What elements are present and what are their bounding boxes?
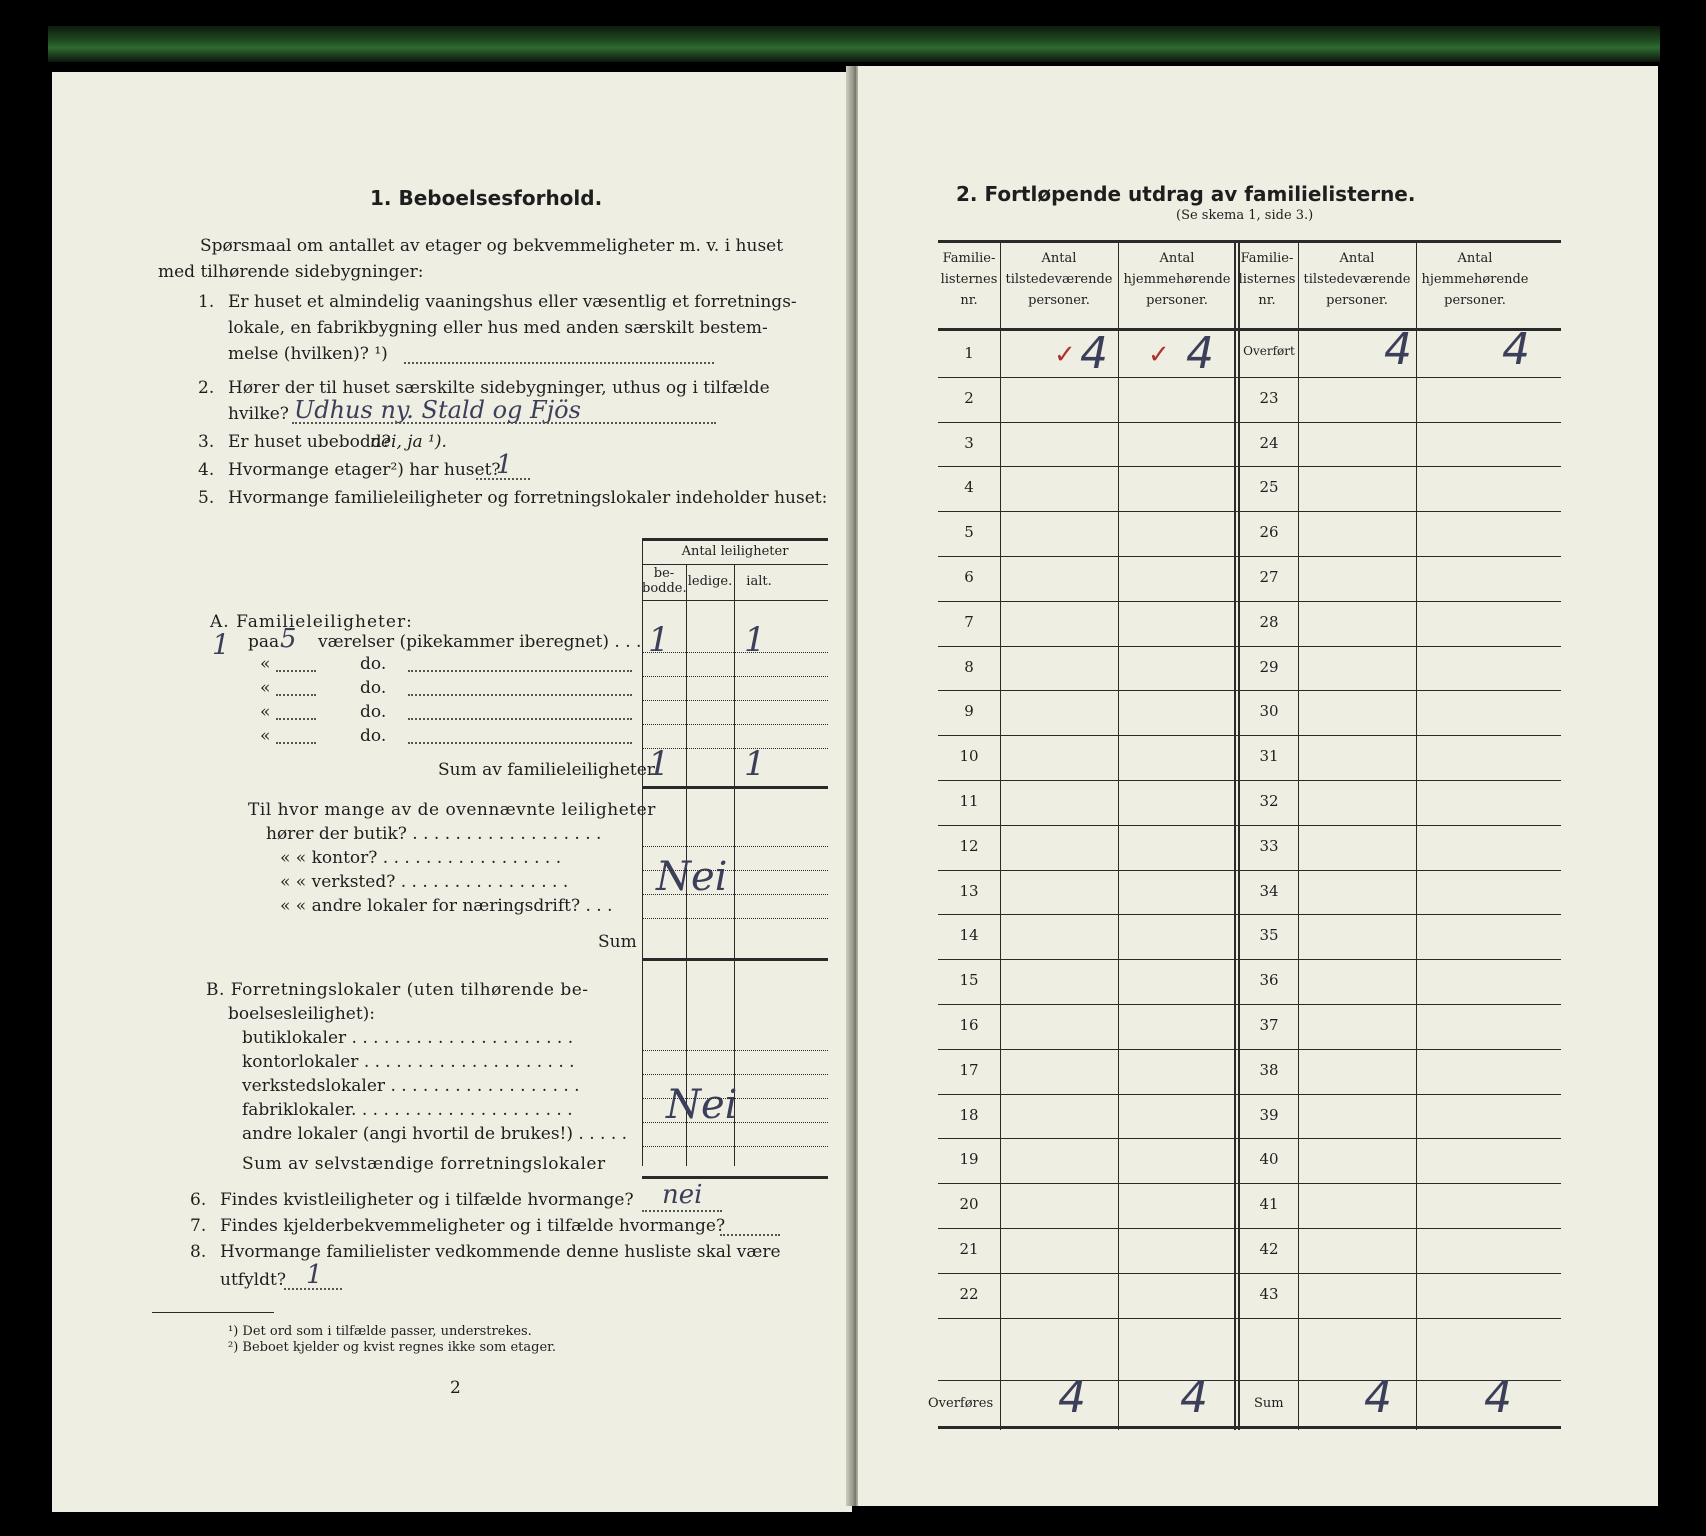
q1-line3: melse (hvilken)? ¹) (228, 344, 388, 364)
table-row-rule (938, 1138, 1561, 1139)
family-list-number-right: 30 (1259, 702, 1279, 721)
table-row-rule (938, 1228, 1561, 1229)
family-list-number-left: 21 (959, 1240, 979, 1258)
table-row-rule (938, 377, 1561, 378)
section-title-beboelsesforhold: 1. Beboelsesforhold. (370, 186, 603, 210)
col-ledige-header: ledige. (687, 574, 733, 589)
q3-options: nei, ja ¹). (370, 432, 447, 452)
sum-label: Sum (1254, 1396, 1284, 1411)
table-row-rule (938, 601, 1561, 602)
sum-fam-ialt-handwritten: 1 (744, 744, 766, 784)
q6-text: Findes kvistleiligheter og i tilfælde hvormange? (220, 1190, 634, 1210)
b-kontorlokaler: kontorlokaler . . . . . . . . . . . . . . . . . . . . (242, 1052, 575, 1072)
shop-sum-label: Sum (598, 932, 637, 952)
ditto-mark-3: « (260, 702, 271, 722)
header-familielisternes-nr-left: Familie- listernes nr. (940, 251, 998, 308)
ditto-mark-2: « (260, 678, 271, 698)
q7-text: Findes kjelderbekvemmeligheter og i tilfælde hvormange? (220, 1216, 726, 1236)
q6-number: 6. (190, 1190, 207, 1210)
family-list-number-left: 6 (964, 568, 974, 586)
family-list-number-left: 19 (959, 1150, 979, 1169)
family-list-number-left: 3 (964, 433, 974, 452)
family-list-number-left: 20 (959, 1195, 979, 1214)
family-list-number-left: 8 (964, 657, 974, 676)
table-vline-3 (734, 564, 735, 1166)
table-vline-3a (1234, 240, 1236, 1430)
family-list-number-right: 33 (1259, 836, 1279, 855)
shop-rule-4 (642, 918, 828, 919)
q2-line1: Hører der til huset særskilte sidebygninger, uthus og i tilfælde (228, 378, 770, 398)
table-colhead-rule (642, 600, 828, 601)
shop-question-butik: hører der butik? . . . . . . . . . . . . . . . . . . (266, 824, 602, 844)
left-page (52, 72, 852, 1512)
intro-text-line2: med tilhørende sidebygninger: (158, 262, 424, 282)
b-sum-rule (642, 1176, 828, 1179)
q4-answer-line (476, 478, 530, 480)
table-row-rule (938, 556, 1561, 557)
q3-text: Er huset ubebodd? (228, 432, 391, 452)
a-row5-rule (642, 748, 828, 749)
family-list-number-right: 39 (1259, 1105, 1279, 1124)
ditto-mark-1: « (260, 654, 271, 674)
sum-familieleiligheter-label: Sum av familieleiligheter (438, 760, 655, 780)
header-familielisternes-nr-right: Familie- listernes nr. (1238, 251, 1296, 308)
table-row-rule (938, 1049, 1561, 1050)
shop-rule-3 (642, 894, 828, 895)
b-rule-5 (642, 1146, 828, 1147)
q1-line1: Er huset et almindelig vaaningshus eller væsentlig et forretnings- (228, 292, 797, 312)
family-list-number-left: 11 (959, 792, 979, 810)
q1-answer-line (404, 362, 714, 364)
family-list-number-right: 24 (1259, 433, 1279, 452)
family-list-number-left: 22 (959, 1284, 979, 1303)
overfores-hjemme-handwritten: 4 (1180, 1372, 1208, 1423)
family-list-number-right: 35 (1259, 926, 1279, 945)
table-row-rule (938, 1273, 1561, 1274)
family-list-number-left: 1 (964, 344, 974, 362)
a-row1-text: værelser (pikekammer iberegnet) . . . (318, 632, 642, 652)
family-list-number-right: 27 (1259, 568, 1279, 586)
shop-question-line1: Til hvor mange av de ovennævnte leiligheter (248, 800, 656, 820)
b-rule-2 (642, 1074, 828, 1075)
overfort-tilstede-handwritten: 4 (1384, 324, 1412, 375)
family-list-number-right: 42 (1259, 1240, 1279, 1258)
ditto-blank-3 (276, 718, 316, 720)
family-list-table (858, 66, 1658, 1506)
q3-number: 3. (198, 432, 215, 452)
b-rule-4 (642, 1122, 828, 1123)
family-list-number-right: 40 (1259, 1150, 1279, 1169)
overfores-top-rule (938, 1380, 1561, 1381)
table-vline-1 (1000, 240, 1001, 1430)
family-list-number-left: 10 (959, 747, 979, 766)
q2-number: 2. (198, 378, 215, 398)
ditto-leader-4 (408, 742, 632, 744)
q7-answer-line (720, 1234, 780, 1236)
family-list-number-right: 34 (1259, 881, 1279, 900)
sum-hjemme-handwritten: 4 (1484, 1372, 1512, 1423)
q2-handwritten-answer: Udhus ny. Stald og Fjös (294, 396, 581, 424)
ditto-blank-1 (276, 670, 316, 672)
header-tilstedevaerende-right: Antal tilstedeværende personer. (1303, 251, 1411, 308)
shop-question-verksted: « « verksted? . . . . . . . . . . . . . . . . (280, 872, 569, 892)
table-top-rule (642, 538, 828, 541)
table-row-rule (938, 780, 1561, 781)
family-list-number-right: 31 (1259, 747, 1279, 766)
family-list-number-left: 2 (964, 388, 974, 407)
b-andre-lokaler: andre lokaler (angi hvortil de brukes!) . . . . . (242, 1124, 628, 1144)
table-row-rule (938, 690, 1561, 691)
overfort-hjemme-handwritten: 4 (1502, 324, 1530, 375)
family-list-number-left: 5 (964, 523, 974, 542)
q8-answer-line (284, 1288, 342, 1290)
top-binding-strip (48, 26, 1660, 62)
family-list-number-right: 26 (1259, 523, 1279, 542)
ditto-do-2: do. (360, 678, 387, 698)
family-list-number-left: 4 (964, 478, 974, 497)
family-list-number-right: 28 (1259, 612, 1279, 631)
table-row-rule (938, 466, 1561, 467)
family-list-number-left: 13 (959, 881, 979, 900)
ditto-leader-2 (408, 694, 632, 696)
q1-line2: lokale, en fabrikbygning eller hus med anden særskilt bestem- (228, 318, 768, 338)
table-header-antal: Antal leiligheter (681, 544, 789, 559)
family-list-number-left: 14 (959, 926, 979, 945)
shop-rule-2 (642, 870, 828, 871)
row1-tilstede-handwritten: 4 (1080, 328, 1108, 379)
table-vline-2 (1118, 240, 1119, 1430)
family-list-number-right: 37 (1259, 1016, 1279, 1034)
footnote-rule (152, 1312, 274, 1313)
shop-question-andre: « « andre lokaler for næringsdrift? . . . (280, 896, 613, 916)
ditto-blank-2 (276, 694, 316, 696)
table-row-rule (938, 1094, 1561, 1095)
b-fabriklokaler: fabriklokaler. . . . . . . . . . . . . . . . . . . . . (242, 1100, 573, 1120)
table-row-rule (938, 422, 1561, 423)
q8-number: 8. (190, 1242, 207, 1262)
a-row1-ialt-handwritten: 1 (744, 620, 766, 660)
family-list-number-right: 43 (1259, 1284, 1279, 1303)
b-butiklokaler: butiklokaler . . . . . . . . . . . . . . . . . . . . . (242, 1028, 574, 1048)
shop-question-kontor: « « kontor? . . . . . . . . . . . . . . . . . (280, 848, 562, 868)
table-row-rule (938, 1318, 1561, 1319)
shop-handwritten-answer: Nei (656, 854, 728, 900)
table-header-rule (642, 564, 828, 565)
table-row-rule (938, 825, 1561, 826)
ditto-mark-4: « (260, 726, 271, 746)
b-rule-1 (642, 1050, 828, 1051)
check-mark-1: ✓ (1054, 340, 1076, 370)
sum-fam-bebodde-handwritten: 1 (648, 744, 670, 784)
col-bebodde-header: be- bodde. (642, 566, 687, 596)
a-row1-rule (642, 652, 828, 653)
family-list-number-right: 36 (1259, 971, 1279, 990)
q7-number: 7. (190, 1216, 207, 1236)
a-row3-rule (642, 700, 828, 701)
q8-line2: utfyldt? (220, 1270, 286, 1290)
intro-text-line1: Spørsmaal om antallet av etager og bekvemmeligheter m. v. i huset (200, 236, 784, 256)
q8-handwritten-answer: 1 (306, 1260, 323, 1290)
sum-fam-rule (642, 786, 828, 789)
a-row4-rule (642, 724, 828, 725)
shop-rule-1 (642, 846, 828, 847)
footnote-2: ²) Beboet kjelder og kvist regnes ikke som etager. (228, 1340, 557, 1355)
q4-text: Hvormange etager²) har huset? (228, 460, 501, 480)
a-row1-paa: paa (248, 632, 280, 652)
q2-line2: hvilke? (228, 404, 289, 424)
table-vline-left (642, 538, 643, 1166)
table-row-rule (938, 959, 1561, 960)
overfores-tilstede-handwritten: 4 (1058, 1372, 1086, 1423)
a-heading: A. Familieleiligheter: (210, 612, 413, 632)
header-hjemmehorende-right: Antal hjemmehørende personer. (1421, 251, 1529, 308)
family-list-number-left: 16 (959, 1016, 979, 1034)
footnote-1: ¹) Det ord som i tilfælde passer, understrekes. (228, 1324, 532, 1339)
row1-hjemme-handwritten: 4 (1186, 328, 1214, 379)
page-number: 2 (450, 1378, 461, 1398)
table-row-rule (938, 1004, 1561, 1005)
family-list-number-left: 9 (964, 702, 974, 721)
family-list-number-right: 25 (1259, 478, 1279, 497)
ditto-do-4: do. (360, 726, 387, 746)
table-bottom-rule (938, 1426, 1561, 1429)
ditto-leader-1 (408, 670, 632, 672)
col-ialt-header: ialt. (746, 574, 772, 589)
ditto-do-1: do. (360, 654, 387, 674)
q5-number: 5. (198, 488, 215, 508)
family-list-number-left: 15 (959, 971, 979, 990)
b-verkstedslokaler: verkstedslokaler . . . . . . . . . . . . . . . . . . (242, 1076, 580, 1096)
q1-number: 1. (198, 292, 215, 312)
family-list-number-right: 23 (1259, 388, 1279, 407)
table-row-rule (938, 1183, 1561, 1184)
b-heading-line1: B. Forretningslokaler (uten tilhørende be- (206, 980, 589, 1000)
family-list-number-left: 12 (959, 836, 979, 855)
q8-line1: Hvormange familielister vedkommende denne husliste skal være (220, 1242, 781, 1262)
header-tilstedevaerende-left: Antal tilstedeværende personer. (1005, 251, 1113, 308)
q4-number: 4. (198, 460, 215, 480)
a-row1-rooms-handwritten: 5 (280, 624, 297, 654)
family-list-number-left: 18 (959, 1105, 979, 1124)
table-row-rule (938, 511, 1561, 512)
a-row1-bebodde-handwritten: 1 (648, 620, 670, 660)
b-heading-line2: boelsesleilighet): (228, 1004, 376, 1024)
family-list-number-left: 17 (959, 1060, 979, 1079)
right-page (858, 66, 1658, 1506)
family-list-number-right: 29 (1259, 657, 1279, 676)
sum-selvstaendige-label: Sum av selvstændige forretningslokaler (242, 1154, 606, 1174)
family-list-number-right: 41 (1259, 1195, 1279, 1214)
family-list-number-right: 38 (1259, 1060, 1279, 1079)
table-vline-5 (1416, 240, 1417, 1430)
b-rule-3 (642, 1098, 828, 1099)
q6-answer-line (642, 1210, 722, 1212)
header-hjemmehorende-left: Antal hjemmehørende personer. (1123, 251, 1231, 308)
table-row-rule (938, 735, 1561, 736)
section-subtitle: (Se skema 1, side 3.) (1176, 208, 1314, 223)
sum-tilstede-handwritten: 4 (1364, 1372, 1392, 1423)
shop-sum-rule (642, 958, 828, 961)
table-row-rule (938, 870, 1561, 871)
section-title-familielister: 2. Fortløpende utdrag av familielisterne. (956, 182, 1416, 206)
q6-handwritten-answer: nei (662, 1180, 703, 1210)
table-row-rule (938, 646, 1561, 647)
q4-handwritten-answer: 1 (496, 450, 513, 480)
ditto-do-3: do. (360, 702, 387, 722)
ditto-leader-3 (408, 718, 632, 720)
overfores-label: Overføres (928, 1396, 994, 1411)
table-row-rule (938, 914, 1561, 915)
q5-text: Hvormange familieleiligheter og forretningslokaler indeholder huset: (228, 488, 828, 508)
check-mark-2: ✓ (1148, 340, 1170, 370)
table-top-rule (938, 240, 1561, 243)
family-list-number-left: 7 (964, 612, 974, 631)
b-handwritten-answer: Nei (666, 1082, 738, 1128)
table-header-bottom-rule (938, 328, 1561, 331)
a-row1-count-handwritten: 1 (212, 628, 230, 661)
family-list-number-right: Overført (1243, 344, 1295, 358)
family-list-number-right: 32 (1259, 792, 1279, 810)
ditto-blank-4 (276, 742, 316, 744)
a-row2-rule (642, 676, 828, 677)
q2-answer-line (292, 422, 716, 424)
